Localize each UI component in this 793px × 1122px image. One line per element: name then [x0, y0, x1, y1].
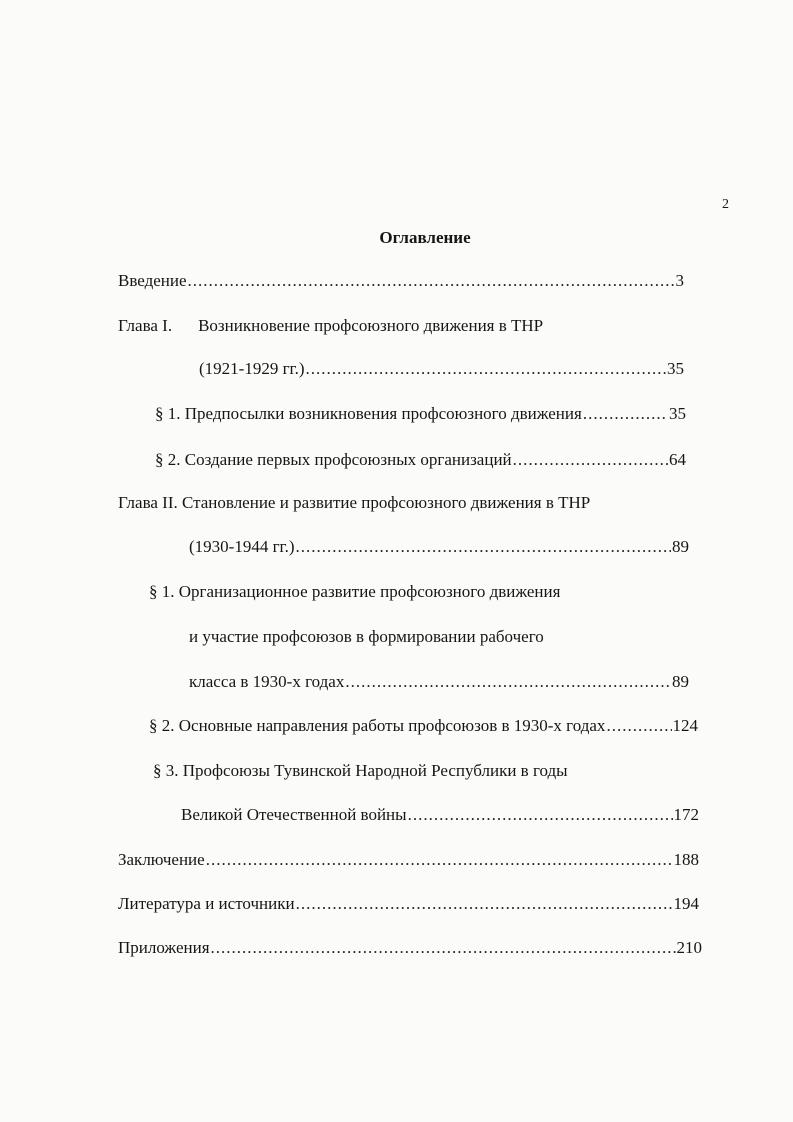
- toc-entry-chapter-2[interactable]: [118, 492, 590, 514]
- toc-entry-page: 188: [673, 850, 699, 869]
- toc-entry-label: Заключение: [118, 850, 205, 869]
- toc-entry-page: 124: [672, 716, 698, 735]
- dot-leader: [345, 671, 671, 693]
- dot-leader: [296, 536, 671, 558]
- toc-entry-page: 210: [676, 938, 702, 957]
- dot-leader: [306, 358, 666, 380]
- chapter-number: Глава I.: [118, 316, 173, 335]
- toc-entry-appendices[interactable]: [118, 937, 702, 959]
- dot-leader: [188, 270, 675, 292]
- toc-entry-chapter-2-section-2[interactable]: [149, 715, 698, 737]
- toc-entry-label: § 2. Создание первых профсоюзных организаций: [155, 450, 512, 469]
- dot-leader: [583, 403, 668, 425]
- toc-entry-label: и участие профсоюзов в формировании рабочего: [189, 627, 544, 646]
- dot-leader: [211, 937, 676, 959]
- toc-entry-page: 89: [672, 672, 689, 691]
- toc-entry-page: 172: [673, 805, 699, 824]
- toc-entry-page: 194: [673, 894, 699, 913]
- toc-entry-label: Великой Отечественной войны: [181, 805, 407, 824]
- toc-entry-chapter-2-section-3-line-1[interactable]: [153, 760, 568, 782]
- page-number: 2: [722, 197, 729, 212]
- toc-entry-label: Приложения: [118, 938, 210, 957]
- toc-entry-label: (1930-1944 гг.): [189, 537, 295, 556]
- toc-entry-label: § 1. Организационное развитие профсоюзного движения: [149, 582, 561, 601]
- chapter-title: Глава II. Становление и развитие профсоюзного движения в ТНР: [118, 493, 591, 512]
- toc-entry-chapter-1-section-2[interactable]: [155, 449, 686, 471]
- toc-entry-chapter-1-section-1[interactable]: [155, 403, 686, 425]
- toc-entry-label: § 3. Профсоюзы Тувинской Народной Республики в годы: [153, 761, 568, 780]
- toc-entry-intro[interactable]: [118, 270, 684, 292]
- toc-entry-chapter-2-section-1-line-2[interactable]: [189, 626, 544, 648]
- toc-entry-conclusion[interactable]: [118, 849, 699, 871]
- dot-leader: [513, 449, 668, 471]
- toc-entry-page: 3: [675, 271, 684, 290]
- toc-entry-page: 64: [669, 450, 686, 469]
- dot-leader: [206, 849, 673, 871]
- toc-entry-chapter-2-section-1-line-3[interactable]: [189, 671, 689, 693]
- toc-entry-literature[interactable]: [118, 893, 699, 915]
- toc-entry-page: 35: [667, 359, 684, 378]
- toc-entry-chapter-1[interactable]: [118, 315, 543, 337]
- toc-entry-label: Введение: [118, 271, 187, 290]
- toc-title: Оглавление: [379, 228, 471, 247]
- toc-entry-chapter-2-section-1-line-1[interactable]: [149, 581, 560, 603]
- toc-entry-label: (1921-1929 гг.): [199, 359, 305, 378]
- toc-entry-page: 35: [669, 404, 686, 423]
- dot-leader: [606, 715, 671, 737]
- toc-entry-label: § 2. Основные направления работы профсоюзов в 1930-х годах: [149, 716, 606, 735]
- toc-entry-label: Литература и источники: [118, 894, 295, 913]
- toc-entry-chapter-2-period[interactable]: [189, 536, 689, 558]
- dot-leader: [408, 804, 673, 826]
- dot-leader: [296, 893, 673, 915]
- toc-entry-page: 89: [672, 537, 689, 556]
- toc-entry-label: § 1. Предпосылки возникновения профсоюзного движения: [155, 404, 582, 423]
- toc-entry-chapter-2-section-3-line-2[interactable]: [181, 804, 699, 826]
- chapter-title: Возникновение профсоюзного движения в ТНР: [198, 316, 544, 335]
- toc-entry-label: класса в 1930-х годах: [189, 672, 345, 691]
- toc-entry-chapter-1-period[interactable]: [199, 358, 684, 380]
